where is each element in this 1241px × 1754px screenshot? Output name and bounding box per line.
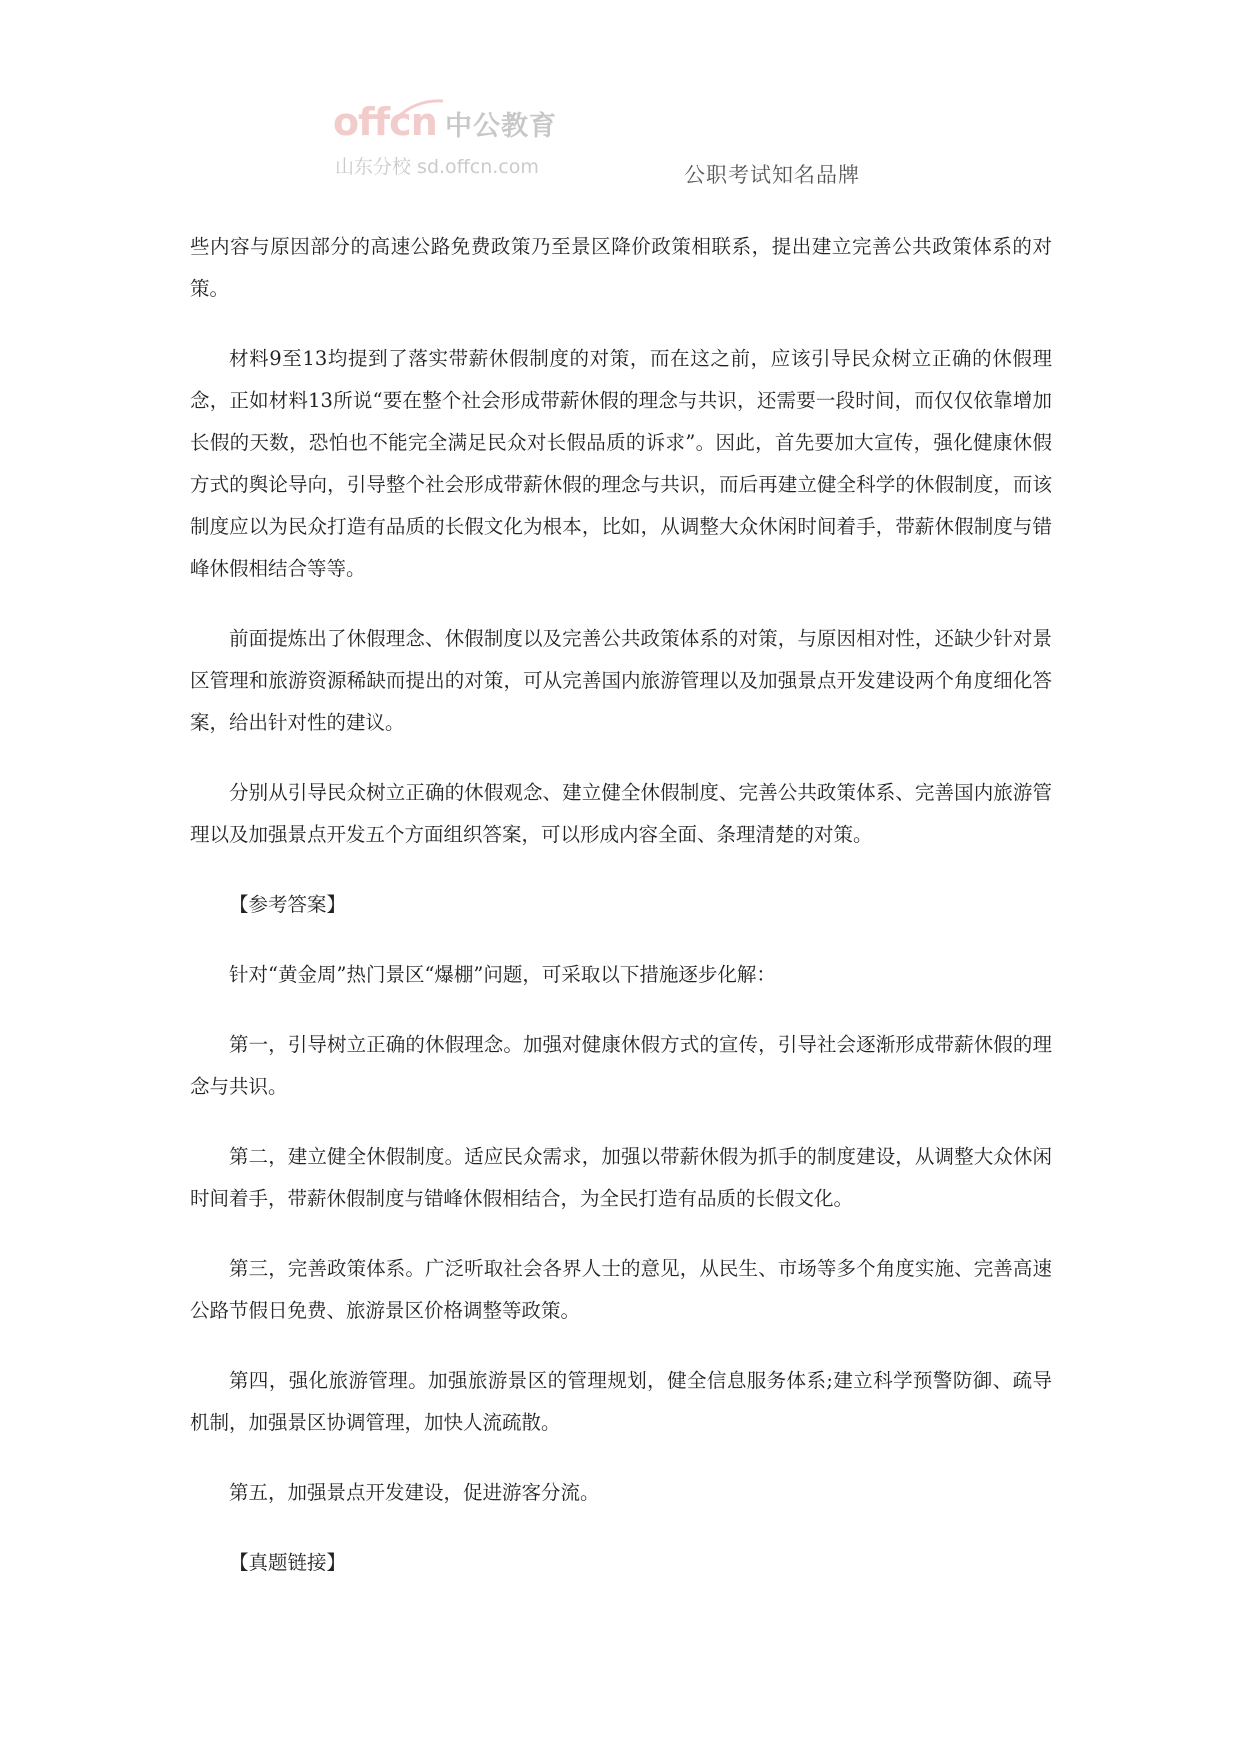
reference-answer-heading: 【参考答案】 [229,893,347,916]
paragraph: 第三，完善政策体系。广泛听取社会各界人士的意见，从民生、市场等多个角度实施、完善高速公路节假日免费、旅游景区价格调整等政策。 [190,1257,1052,1322]
article-body [190,226,1052,1612]
paragraph: 第五，加强景点开发建设，促进游客分流。 [229,1481,600,1504]
page-header [0,0,1241,200]
paragraph: 些内容与原因部分的高速公路免费政策乃至景区降价政策相联系，提出建立完善公共政策体系的对策。 [190,235,1052,300]
logo-subtitle: 山东分校 sd.offcn.com [335,156,539,178]
paragraph: 第二，建立健全休假制度。适应民众需求，加强以带薪休假为抓手的制度建设，从调整大众休闲时间着手，带薪休假制度与错峰休假相结合，为全民打造有品质的长假文化。 [190,1145,1052,1210]
logo-top-row [333,98,563,148]
paragraph: 前面提炼出了休假理念、休假制度以及完善公共政策体系的对策，与原因相对性，还缺少针对景区管理和旅游资源稀缺而提出的对策，可从完善国内旅游管理以及加强景点开发建设两个角度细化答案，给出针对性的建议。 [190,627,1052,734]
logo-chinese-text: 中公教育 [445,111,557,142]
paragraph: 材料9至13均提到了落实带薪休假制度的对策，而在这之前，应该引导民众树立正确的休假理念，正如材料13所说“要在整个社会形成带薪休假的理念与共识，还需要一段时间，而仅仅依靠增加长假的天数，恐怕也不能完全满足民众对长假品质的诉求”。因此，首先要加大宣传，强化健康休假方式的舆论导向，引导整个社会形成带薪休假的理念与共识，而后再建立健全科学的休假制度，而该制度应以为民众打造有品质的长假文化为根本，比如，从调整大众休闲时间着手，带薪休假制度与错峰休假相结合等等。 [190,347,1052,580]
offcn-logo [333,98,563,188]
paragraph: 分别从引导民众树立正确的休假观念、建立健全休假制度、完善公共政策体系、完善国内旅游管理以及加强景点开发五个方面组织答案，可以形成内容全面、条理清楚的对策。 [190,781,1052,846]
paragraph: 第四，强化旅游管理。加强旅游景区的管理规划，健全信息服务体系;建立科学预警防御、疏导机制，加强景区协调管理，加快人流疏散。 [190,1369,1052,1434]
logo-brand-text: offcn [333,100,437,144]
exam-link-heading: 【真题链接】 [229,1551,347,1574]
paragraph: 针对“黄金周”热门景区“爆棚”问题，可采取以下措施逐步化解： [229,963,776,986]
header-slogan: 公职考试知名品牌 [684,163,860,187]
paragraph: 第一，引导树立正确的休假理念。加强对健康休假方式的宣传，引导社会逐渐形成带薪休假的理念与共识。 [190,1033,1052,1098]
logo-swoosh-icon [395,98,445,120]
